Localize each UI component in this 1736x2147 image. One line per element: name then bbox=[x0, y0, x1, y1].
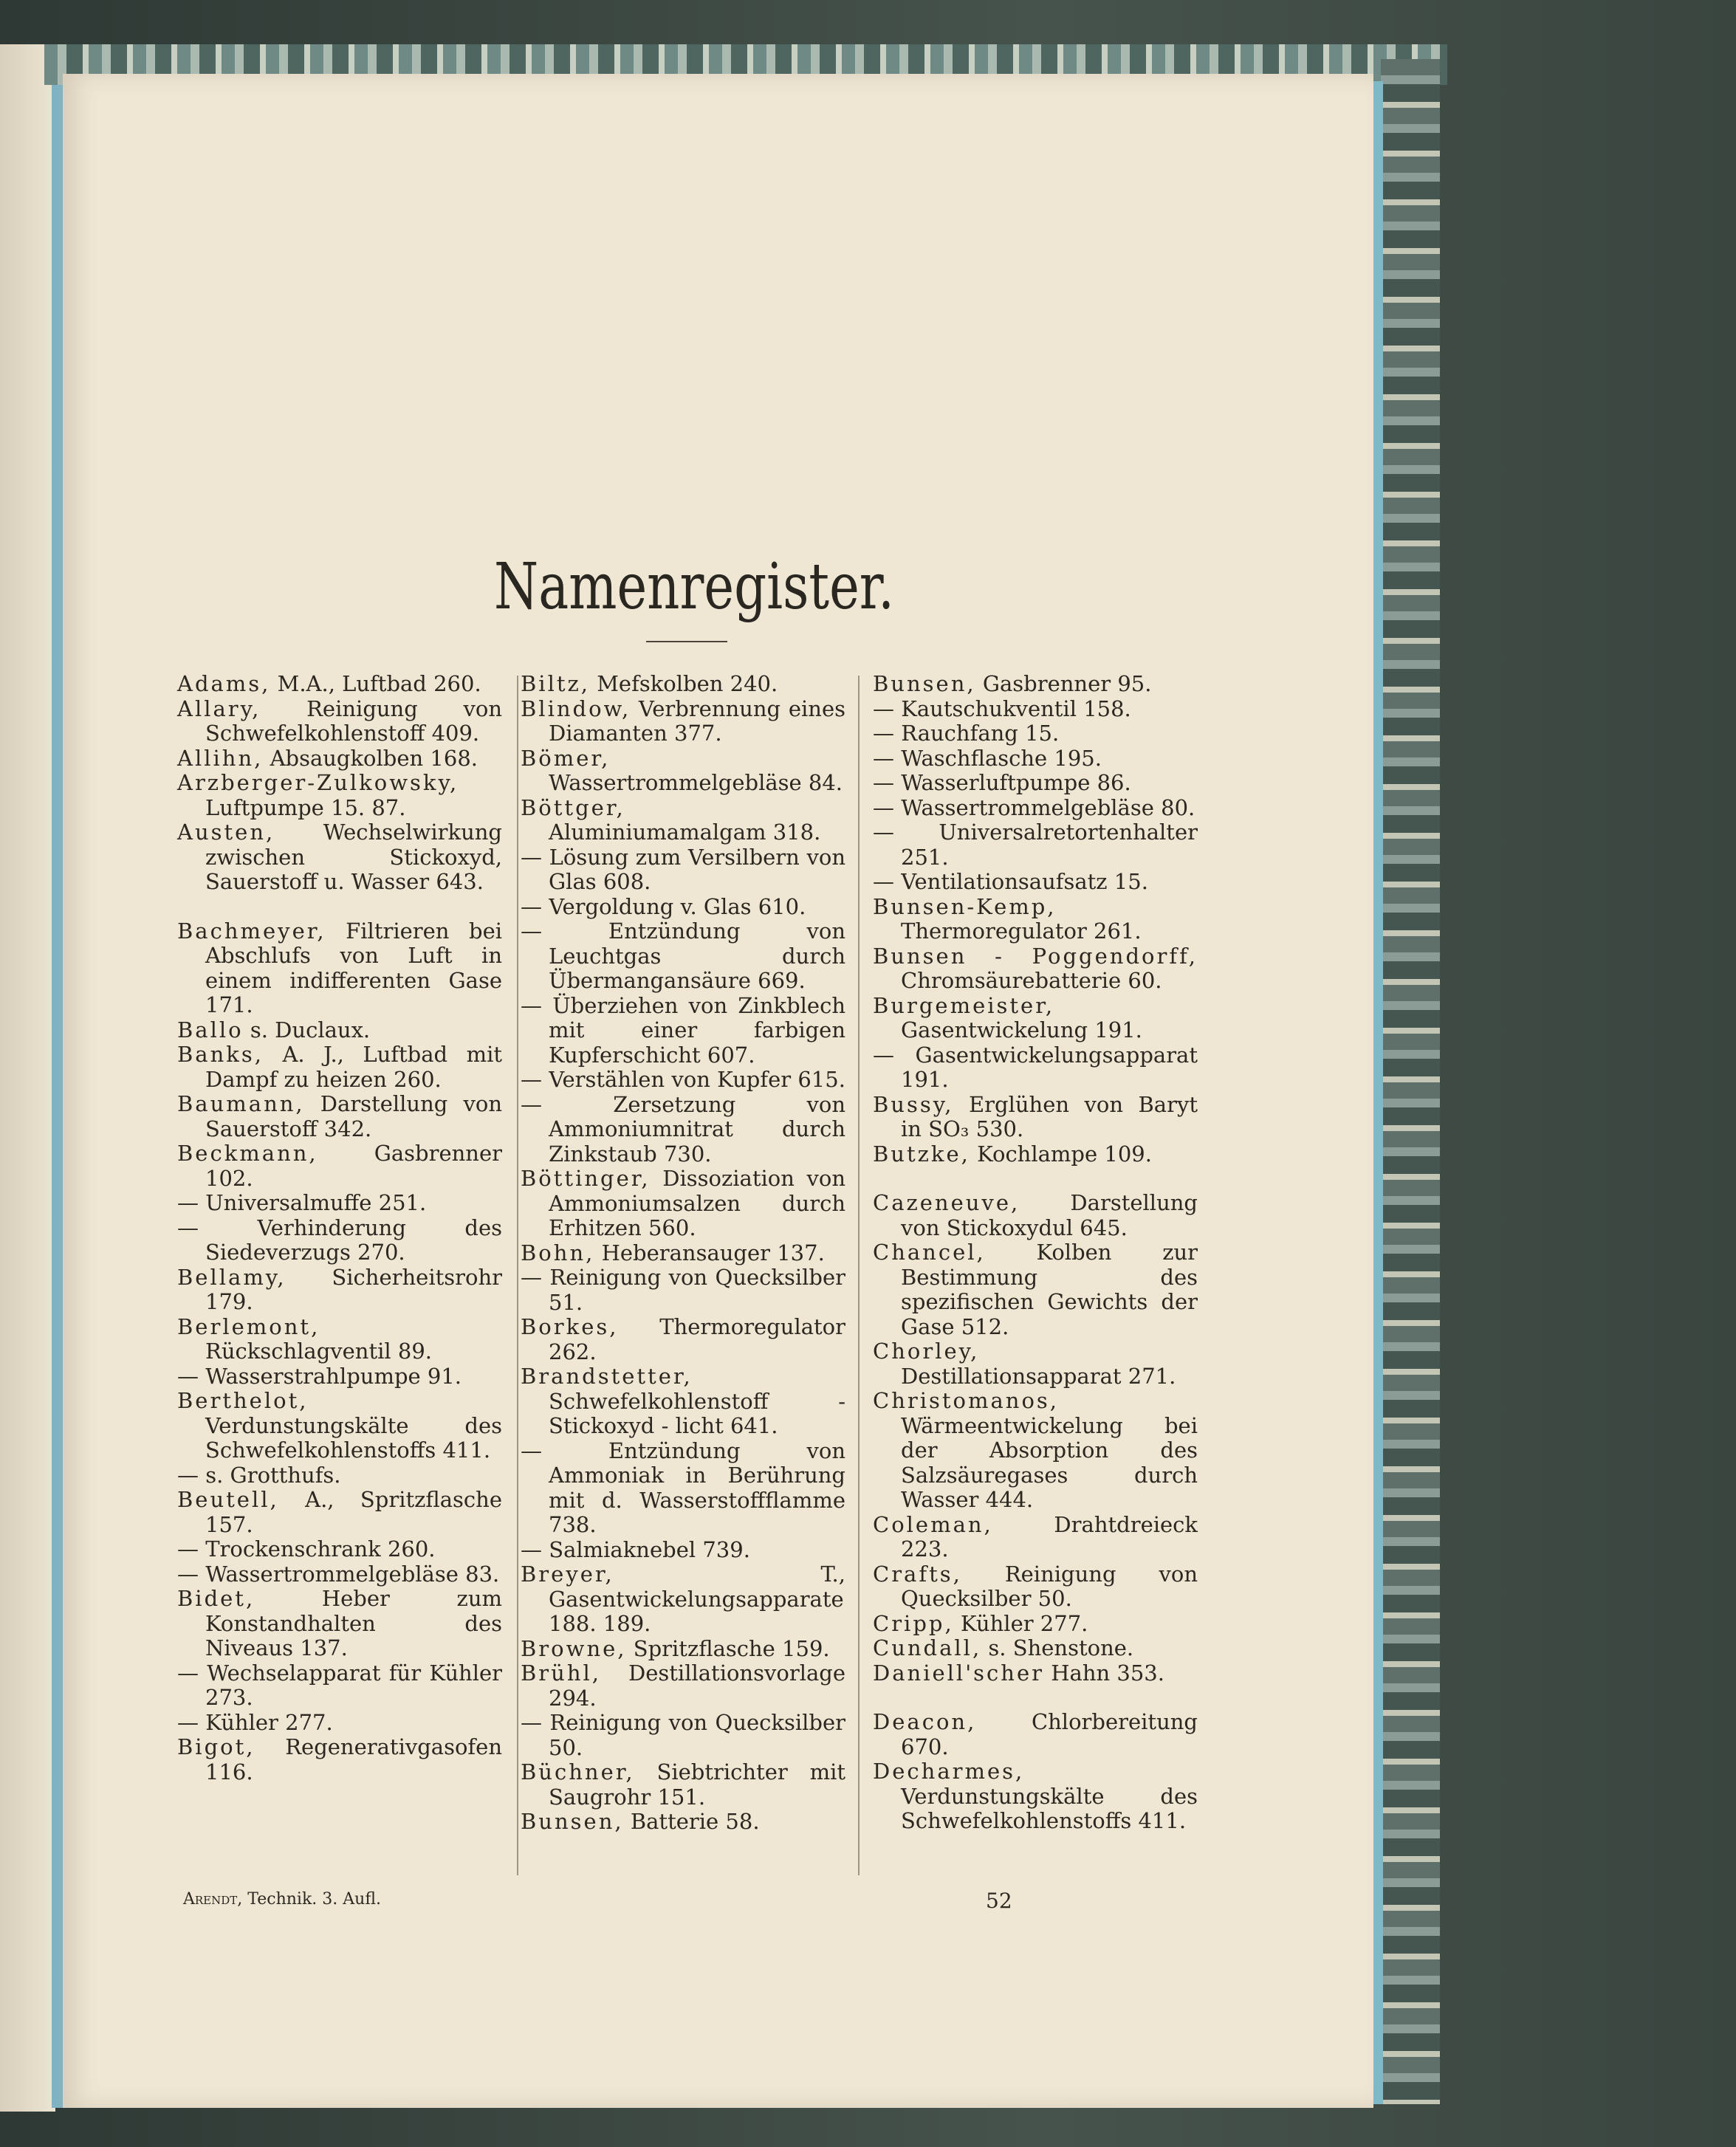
entry-text: Spritzflasche 159. bbox=[633, 1635, 830, 1661]
entry-text: — Reinigung von Quecksilber 51. bbox=[521, 1265, 845, 1315]
entry-name: Bunsen, bbox=[521, 1809, 624, 1834]
entry-text: Verdunstungskälte des Schwefelkohlenstoffs 411. bbox=[205, 1412, 502, 1463]
entry-text: — Wassertrommelgebläse 80. bbox=[873, 794, 1195, 820]
entry-text: Kühler 277. bbox=[960, 1610, 1088, 1636]
entry-name: Büchner, bbox=[521, 1759, 635, 1784]
index-entry bbox=[521, 1711, 845, 1760]
entry-name: Christomanos, bbox=[873, 1388, 1060, 1413]
entry-text: Heber zum Konstandhalten des Niveaus 137. bbox=[205, 1586, 502, 1660]
index-entry bbox=[521, 1241, 845, 1266]
entry-text: Hahn 353. bbox=[1051, 1660, 1164, 1686]
index-entry bbox=[177, 1018, 502, 1043]
index-entry bbox=[521, 796, 845, 845]
index-entry bbox=[177, 771, 502, 820]
entry-text: Schwefelkohlenstoff - Stickoxyd - licht 641. bbox=[549, 1388, 845, 1438]
entry-text: A. J., Luftbad mit Dampf zu heizen 260. bbox=[205, 1042, 503, 1092]
index-entry bbox=[177, 672, 502, 697]
page-title: Namenregister. bbox=[493, 550, 894, 624]
entry-text: Verdunstungskälte des Schwefelkohlenstoffs 411. bbox=[901, 1783, 1198, 1833]
entry-text: Absaugkolben 168. bbox=[270, 745, 478, 771]
entry-name: Bidet, bbox=[177, 1586, 255, 1611]
entry-name: Breyer, bbox=[521, 1562, 614, 1587]
entry-text: Gasbrenner 102. bbox=[205, 1141, 502, 1191]
entry-text: Reinigung von Quecksilber 50. bbox=[901, 1561, 1198, 1611]
column-divider-2 bbox=[858, 676, 860, 1875]
entry-name: Chancel, bbox=[873, 1240, 986, 1265]
index-entry bbox=[177, 1042, 502, 1092]
section-gap bbox=[177, 895, 502, 919]
index-entry bbox=[177, 1735, 502, 1784]
index-entry bbox=[873, 771, 1198, 796]
entry-text: s. Duclaux. bbox=[250, 1017, 371, 1042]
index-entry bbox=[177, 1488, 502, 1537]
entry-text: Erglühen von Baryt in SO₃ 530. bbox=[901, 1091, 1198, 1141]
index-entry bbox=[873, 1710, 1198, 1759]
index-entry bbox=[177, 1537, 502, 1562]
entry-text: — Wasserstrahlpumpe 91. bbox=[177, 1363, 462, 1389]
index-entry bbox=[521, 1068, 845, 1093]
entry-text: M.A., Luftbad 260. bbox=[277, 671, 481, 696]
index-column-1 bbox=[177, 672, 502, 1784]
index-entry bbox=[873, 796, 1198, 821]
entry-text: — Überziehen von Zinkblech mit einer farbigen Kupferschicht 607. bbox=[521, 992, 845, 1068]
index-entry bbox=[177, 919, 502, 1018]
index-entry bbox=[521, 1315, 845, 1364]
entry-text: Destillationsvorlage 294. bbox=[549, 1660, 845, 1711]
index-entry bbox=[521, 994, 845, 1068]
entry-name: Arzberger-Zulkowsky, bbox=[177, 770, 459, 795]
entry-text: Luftpumpe 15. 87. bbox=[205, 794, 406, 820]
page-number: 52 bbox=[986, 1889, 1012, 1913]
index-entry bbox=[521, 1661, 845, 1711]
index-entry bbox=[521, 697, 845, 746]
entry-text: Aluminiumamalgam 318. bbox=[549, 820, 821, 845]
index-entry bbox=[873, 994, 1198, 1043]
index-entry bbox=[873, 1339, 1198, 1389]
entry-text: Wassertrommelgebläse 84. bbox=[549, 770, 843, 795]
index-entry bbox=[521, 1760, 845, 1810]
entry-text: Thermoregulator 262. bbox=[549, 1314, 845, 1364]
entry-text: — Entzündung von Ammoniak in Berührung mit d. Wasserstoffflamme 738. bbox=[521, 1437, 845, 1537]
entry-text: Rückschlagventil 89. bbox=[205, 1339, 433, 1364]
index-entry bbox=[873, 1142, 1198, 1167]
index-entry bbox=[177, 1562, 502, 1587]
entry-text: s. Shenstone. bbox=[988, 1635, 1134, 1660]
entry-text: — Entzündung von Leuchtgas durch Übermangansäure 669. bbox=[521, 918, 845, 993]
index-entry bbox=[177, 1216, 502, 1265]
entry-name: Cripp, bbox=[873, 1610, 954, 1636]
index-entry bbox=[873, 1043, 1198, 1093]
entry-name: Berthelot, bbox=[177, 1388, 309, 1413]
entry-text: — Universalmuffe 251. bbox=[177, 1190, 427, 1215]
entry-text: — Trockenschrank 260. bbox=[177, 1536, 436, 1562]
entry-name: Browne, bbox=[521, 1635, 627, 1661]
index-entry bbox=[521, 845, 845, 895]
index-entry bbox=[873, 1612, 1198, 1637]
entry-name: Beckmann, bbox=[177, 1141, 318, 1166]
entry-text: Thermoregulator 261. bbox=[901, 918, 1142, 944]
entry-text: Kochlampe 109. bbox=[977, 1141, 1152, 1167]
entry-text: Gasentwickelung 191. bbox=[901, 1017, 1142, 1042]
entry-text: — Wassertrommelgebläse 83. bbox=[177, 1561, 500, 1587]
entry-text: — Ventilationsaufsatz 15. bbox=[873, 869, 1148, 894]
entry-text: Verbrennung eines Diamanten 377. bbox=[549, 695, 845, 746]
entry-text: Wärmeentwickelung bei der Absorption des Salzsäuregases durch Wasser 444. bbox=[901, 1412, 1198, 1512]
index-entry bbox=[177, 820, 502, 895]
marbled-cover-board bbox=[1381, 59, 1440, 2104]
entry-name: Cazeneuve, bbox=[873, 1190, 1020, 1215]
index-entry bbox=[177, 746, 502, 772]
entry-name: Böttinger, bbox=[521, 1166, 651, 1191]
entry-text: Wechselwirkung zwischen Stickoxyd, Sauerstoff u. Wasser 643. bbox=[205, 820, 502, 894]
index-entry bbox=[521, 1637, 845, 1662]
entry-name: Bunsen, bbox=[873, 671, 976, 696]
index-entry bbox=[177, 1141, 502, 1191]
index-entry bbox=[177, 1661, 502, 1711]
entry-text: — Kühler 277. bbox=[177, 1709, 333, 1735]
entry-name: Chorley, bbox=[873, 1339, 980, 1364]
index-entry bbox=[177, 1587, 502, 1661]
index-entry bbox=[177, 1463, 502, 1488]
entry-name: Böttger, bbox=[521, 794, 625, 820]
entry-text: — s. Grotthufs. bbox=[177, 1462, 341, 1488]
index-entry bbox=[521, 672, 845, 697]
entry-name: Decharmes, bbox=[873, 1759, 1025, 1784]
entry-name: Bigot, bbox=[177, 1734, 255, 1759]
entry-text: — Vergoldung v. Glas 610. bbox=[521, 893, 806, 919]
entry-name: Coleman, bbox=[873, 1511, 993, 1537]
entry-name: Daniell'scher bbox=[873, 1660, 1045, 1686]
entry-name: Allihn, bbox=[177, 745, 264, 771]
index-entry bbox=[873, 944, 1198, 994]
entry-text: — Gasentwickelungsapparat 191. bbox=[873, 1042, 1198, 1092]
footer-author: Arendt, bbox=[183, 1890, 243, 1909]
index-entry bbox=[177, 1092, 502, 1141]
index-entry bbox=[521, 1167, 845, 1241]
entry-name: Bellamy, bbox=[177, 1264, 287, 1290]
index-entry bbox=[177, 1389, 502, 1463]
entry-name: Banks, bbox=[177, 1042, 264, 1067]
entry-text: Regenerativgasofen 116. bbox=[205, 1734, 502, 1784]
entry-name: Bussy, bbox=[873, 1091, 954, 1117]
entry-name: Ballo bbox=[177, 1017, 244, 1042]
entry-text: Siebtrichter mit Saugrohr 151. bbox=[549, 1759, 845, 1810]
index-entry bbox=[521, 1562, 845, 1637]
entry-text: — Kautschukventil 158. bbox=[873, 695, 1131, 721]
entry-name: Adams, bbox=[177, 671, 271, 696]
index-entry bbox=[873, 1513, 1198, 1562]
entry-text: Darstellung von Stickoxydul 645. bbox=[901, 1190, 1198, 1240]
entry-text: Batterie 58. bbox=[630, 1809, 760, 1834]
entry-name: Bunsen - Poggendorff, bbox=[873, 943, 1198, 969]
entry-text: Destillationsapparat 271. bbox=[901, 1363, 1176, 1389]
index-entry bbox=[873, 870, 1198, 895]
entry-name: Berlemont, bbox=[177, 1313, 320, 1339]
entry-name: Burgemeister, bbox=[873, 992, 1055, 1018]
index-entry bbox=[521, 1364, 845, 1439]
section-gap bbox=[873, 1686, 1198, 1710]
entry-name: Baumann, bbox=[177, 1091, 305, 1116]
section-gap bbox=[873, 1167, 1198, 1191]
entry-text: Kolben zur Bestimmung des spezifischen Gewichts der Gase 512. bbox=[901, 1240, 1198, 1339]
entry-text: Heberansauger 137. bbox=[601, 1240, 825, 1265]
entry-name: Deacon, bbox=[873, 1709, 977, 1734]
index-entry bbox=[521, 746, 845, 796]
entry-text: — Reinigung von Quecksilber 50. bbox=[521, 1710, 845, 1760]
entry-name: Bunsen-Kemp, bbox=[873, 893, 1057, 919]
index-entry bbox=[873, 1636, 1198, 1661]
entry-text: — Verstählen von Kupfer 615. bbox=[521, 1067, 845, 1092]
entry-name: Brühl, bbox=[521, 1660, 602, 1686]
entry-text: Sicherheitsrohr 179. bbox=[205, 1264, 502, 1314]
entry-text: Gasbrenner 95. bbox=[982, 671, 1152, 696]
index-entry bbox=[873, 1759, 1198, 1834]
entry-name: Blindow, bbox=[521, 695, 631, 721]
index-entry bbox=[873, 895, 1198, 944]
index-entry bbox=[177, 1711, 502, 1736]
entry-text: — Lösung zum Versilbern von Glas 608. bbox=[521, 844, 845, 894]
index-entry bbox=[177, 1364, 502, 1389]
entry-text: Reinigung von Schwefelkohlenstoff 409. bbox=[205, 695, 502, 746]
index-entry bbox=[873, 1191, 1198, 1240]
index-column-3 bbox=[873, 672, 1198, 1834]
entry-name: Brandstetter, bbox=[521, 1364, 693, 1389]
entry-text: — Universalretortenhalter 251. bbox=[873, 820, 1198, 870]
entry-text: — Waschflasche 195. bbox=[873, 745, 1102, 771]
entry-name: Bömer, bbox=[521, 745, 611, 771]
index-entry bbox=[521, 1093, 845, 1167]
entry-name: Bohn, bbox=[521, 1240, 595, 1265]
index-entry bbox=[177, 1191, 502, 1216]
entry-name: Beutell, bbox=[177, 1487, 279, 1512]
entry-name: Crafts, bbox=[873, 1561, 962, 1587]
entry-name: Allary, bbox=[177, 695, 261, 721]
entry-text: — Wasserluftpumpe 86. bbox=[873, 770, 1131, 795]
index-entry bbox=[521, 1538, 845, 1563]
index-entry bbox=[873, 1093, 1198, 1142]
entry-text: Darstellung von Sauerstoff 342. bbox=[205, 1091, 503, 1141]
index-column-2 bbox=[521, 672, 845, 1835]
index-entry bbox=[873, 721, 1198, 746]
entry-text: — Zersetzung von Ammoniumnitrat durch Zinkstaub 730. bbox=[521, 1091, 845, 1167]
entry-text: T., Gasentwickelungsapparate 188. 189. bbox=[549, 1562, 845, 1636]
entry-name: Austen, bbox=[177, 820, 275, 845]
title-rule bbox=[646, 641, 727, 642]
entry-text: — Salmiaknebel 739. bbox=[521, 1536, 750, 1562]
index-entry bbox=[873, 1389, 1198, 1513]
entry-name: Borkes, bbox=[521, 1314, 619, 1339]
index-entry bbox=[873, 1661, 1198, 1686]
index-entry bbox=[521, 1265, 845, 1315]
index-entry bbox=[873, 820, 1198, 870]
index-entry bbox=[873, 1240, 1198, 1339]
column-divider-1 bbox=[517, 676, 518, 1875]
entry-text: Chromsäurebatterie 60. bbox=[901, 968, 1162, 993]
entry-name: Butzke, bbox=[873, 1141, 970, 1167]
footer-signature bbox=[183, 1890, 381, 1909]
entry-text: A., Spritzflasche 157. bbox=[205, 1487, 502, 1537]
entry-text: — Wechselapparat für Kühler 273. bbox=[177, 1660, 502, 1710]
index-entry bbox=[521, 1810, 845, 1835]
entry-text: Mefskolben 240. bbox=[597, 671, 778, 696]
index-entry bbox=[873, 746, 1198, 772]
index-entry bbox=[521, 895, 845, 920]
index-entry bbox=[177, 1315, 502, 1364]
index-entry bbox=[177, 697, 502, 746]
index-entry bbox=[873, 672, 1198, 697]
index-entry bbox=[177, 1265, 502, 1315]
entry-text: Filtrieren bei Abschlufs von Luft in einem indifferenten Gase 171. bbox=[205, 918, 503, 1017]
entry-name: Biltz, bbox=[521, 671, 591, 696]
footer-work: Technik. 3. Aufl. bbox=[247, 1890, 381, 1909]
left-page-edge bbox=[0, 44, 55, 2112]
entry-text: — Rauchfang 15. bbox=[873, 721, 1060, 746]
index-entry bbox=[873, 1562, 1198, 1612]
entry-name: Cundall, bbox=[873, 1635, 982, 1660]
index-entry bbox=[873, 697, 1198, 722]
entry-text: Drahtdreieck 223. bbox=[901, 1511, 1198, 1562]
entry-name: Bachmeyer, bbox=[177, 918, 326, 944]
entry-text: — Verhinderung des Siedeverzugs 270. bbox=[177, 1215, 502, 1265]
index-entry bbox=[521, 1439, 845, 1538]
entry-text: Dissoziation von Ammoniumsalzen durch Erhitzen 560. bbox=[549, 1166, 845, 1240]
index-entry bbox=[521, 919, 845, 994]
entry-text: Chlorbereitung 670. bbox=[901, 1709, 1198, 1759]
